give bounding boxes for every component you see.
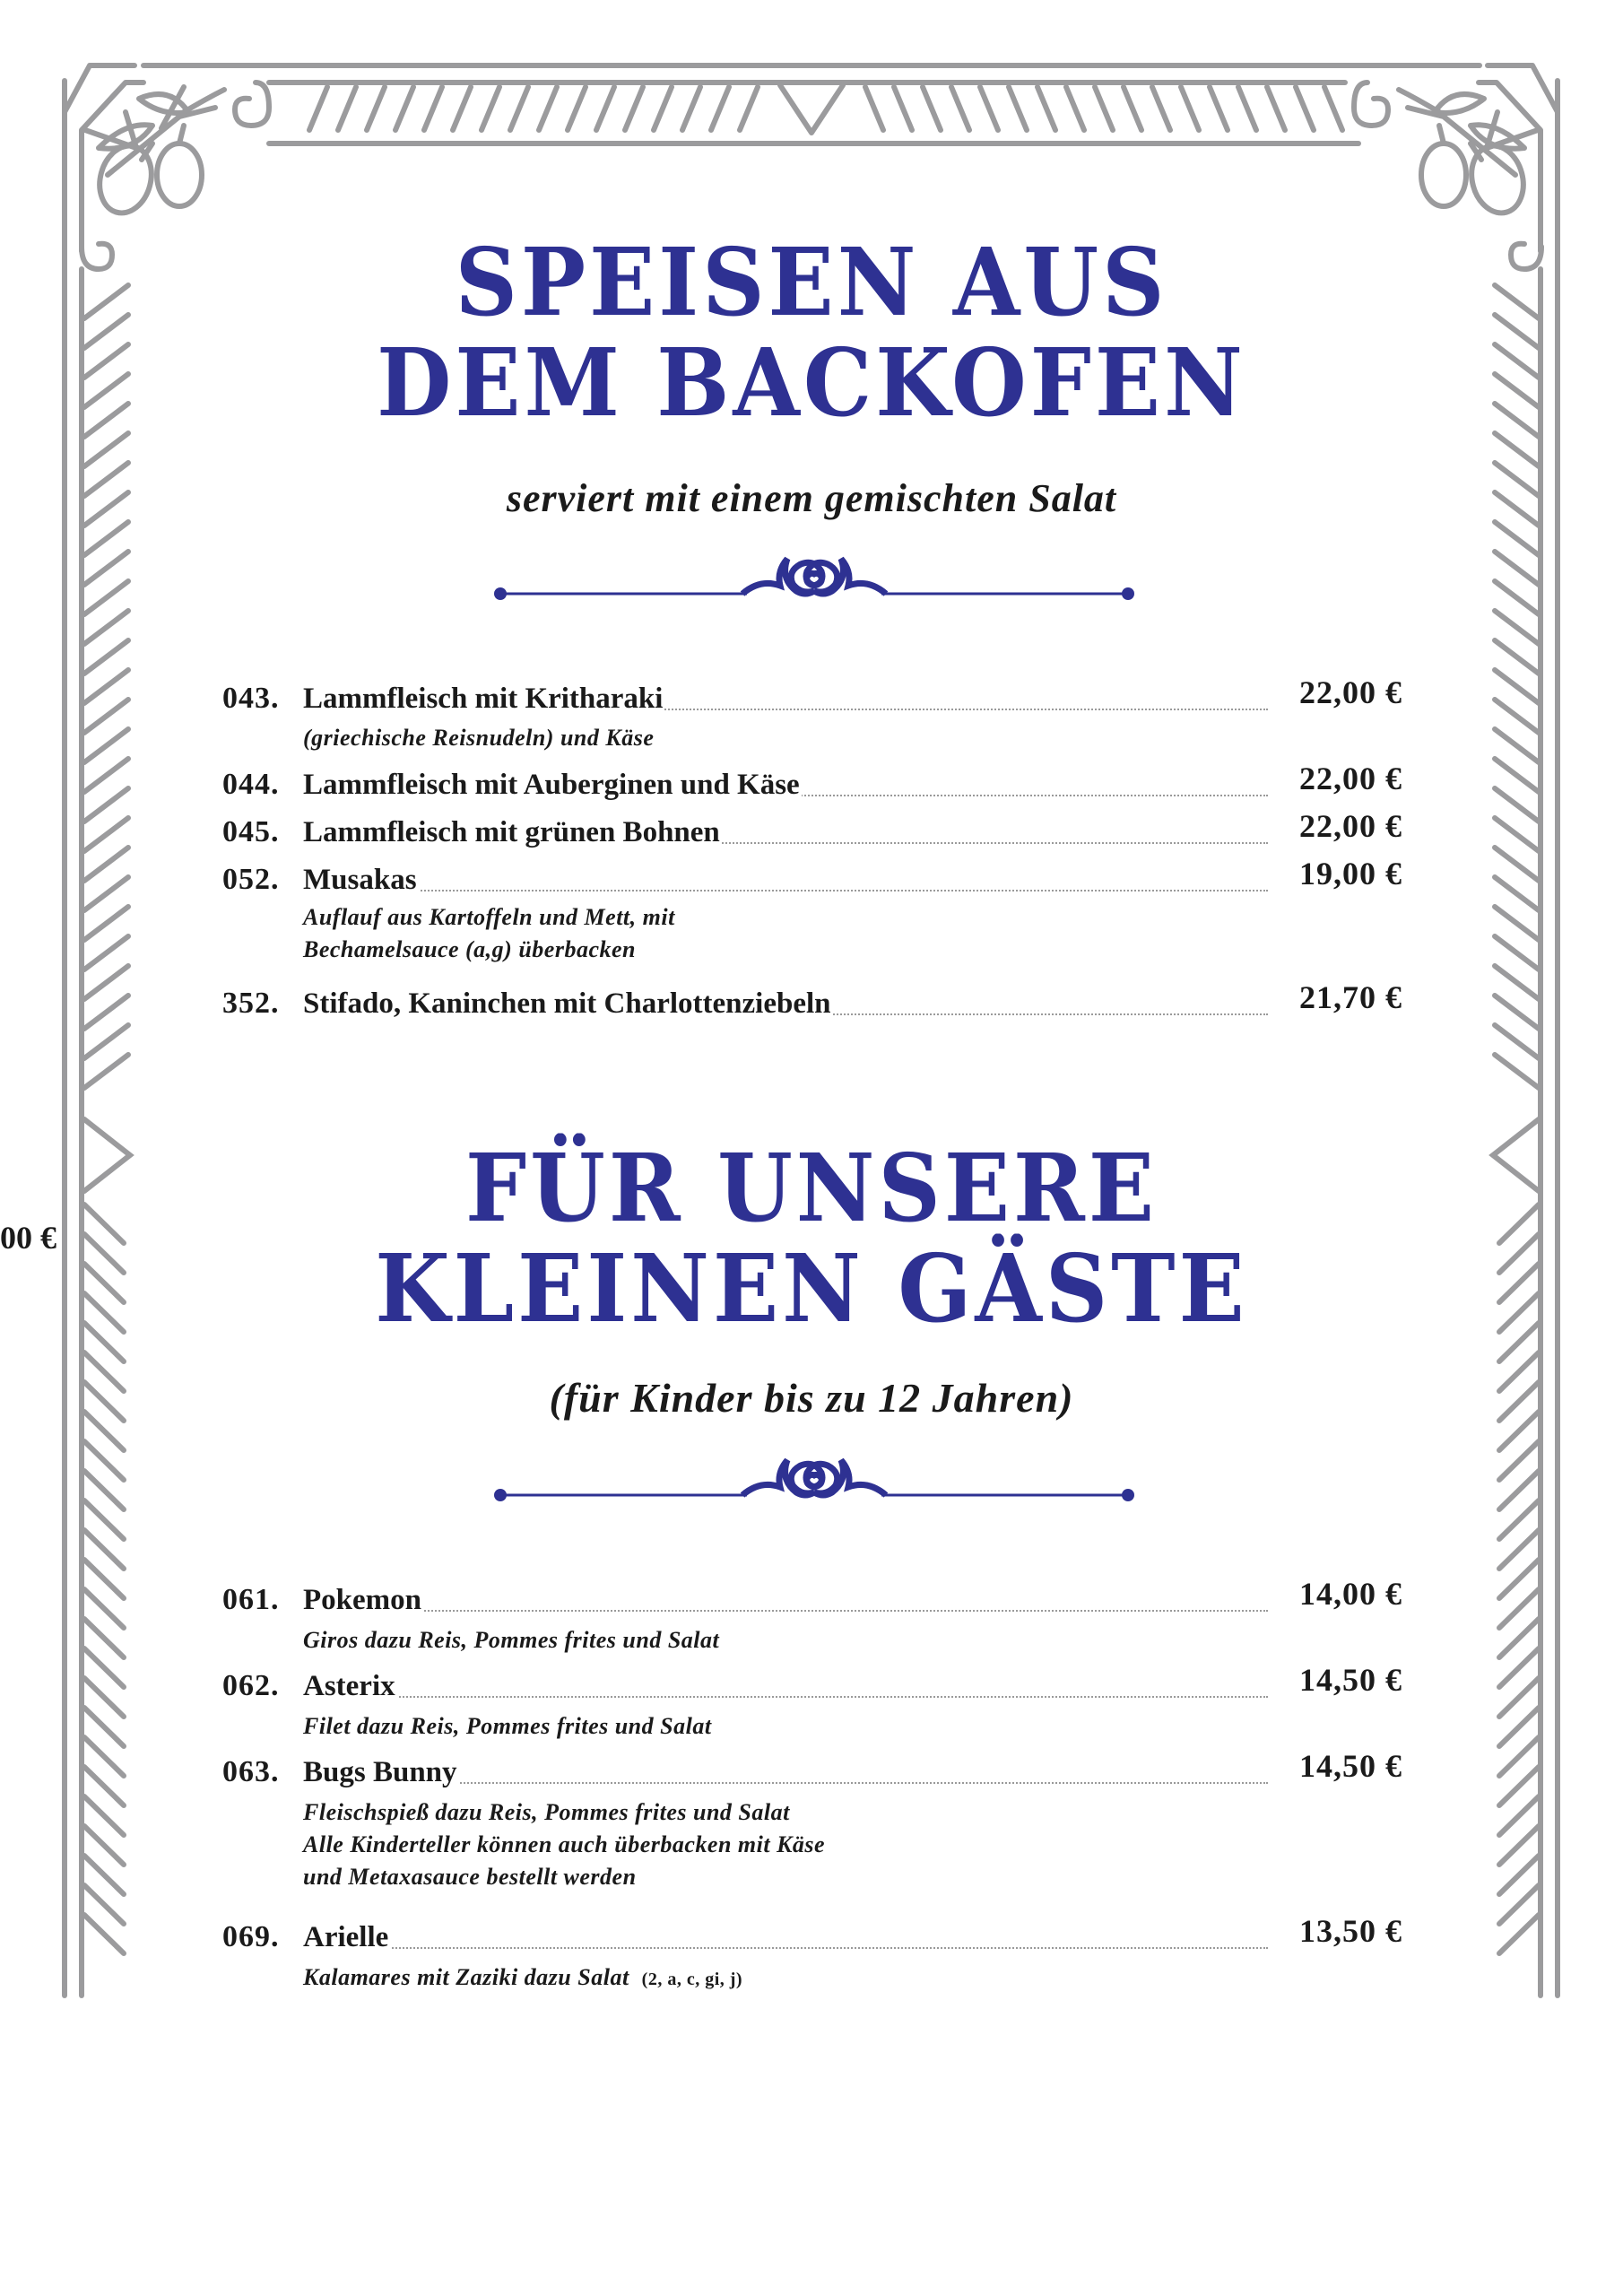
item-name: Lammfleisch mit grünen Bohnen — [303, 816, 720, 848]
item-number: 045. — [222, 815, 280, 848]
item-number: 352. — [222, 987, 280, 1020]
menu-item — [222, 1748, 1402, 1787]
item-number: 043. — [222, 682, 280, 715]
section-subtitle: (für Kinder bis zu 12 Jahren) — [549, 1375, 1074, 1421]
item-name: Musakas — [303, 864, 417, 896]
menu-item — [222, 674, 1402, 714]
menu-item — [222, 979, 1402, 1019]
scroll-divider-icon — [491, 1453, 1137, 1516]
item-number: 061. — [222, 1583, 280, 1616]
menu-item — [222, 761, 1402, 800]
top-band-hatch-right — [865, 87, 1342, 130]
section-title-line: SPEISEN AUS — [455, 227, 1168, 337]
item-price: 14,50 € — [1299, 1662, 1402, 1698]
item-description: Bechamelsauce (a,g) überbacken — [303, 936, 637, 962]
section-title-line: FÜR UNSERE — [465, 1133, 1158, 1243]
menu-item — [222, 1576, 1402, 1615]
item-description — [303, 1966, 742, 1989]
item-name: Lammfleisch mit Auberginen und Käse — [303, 769, 800, 801]
item-description: Fleischspieß dazu Reis, Pommes frites und Salat — [303, 1799, 790, 1825]
allergen-codes: (2, a, c, gi, j) — [641, 1970, 743, 1989]
menu-item — [222, 808, 1402, 848]
item-price: 14,00 € — [1299, 1576, 1402, 1612]
item-name: Pokemon — [303, 1584, 421, 1616]
item-number: 063. — [222, 1755, 280, 1788]
item-name: Stifado, Kaninchen mit Charlottenziebeln — [303, 987, 831, 1020]
item-number: 069. — [222, 1920, 280, 1953]
section-title-line: KLEINEN GÄSTE — [375, 1233, 1248, 1344]
scroll-divider-icon — [491, 552, 1137, 614]
item-name: Asterix — [303, 1670, 395, 1702]
dot-leader — [303, 890, 1268, 891]
item-price: 21,70 € — [1299, 979, 1402, 1015]
right-side-hatch — [1493, 285, 1539, 1953]
section-title-kinder — [0, 1133, 1623, 1347]
left-side-hatch — [84, 285, 130, 1953]
item-name: Arielle — [303, 1921, 389, 1953]
menu-item — [222, 856, 1402, 895]
dot-leader — [303, 1696, 1268, 1698]
item-description: Filet dazu Reis, Pommes frites und Salat — [303, 1713, 712, 1739]
item-price: 22,00 € — [1299, 761, 1402, 796]
item-description: Alle Kinderteller können auch überbacken mit Käse — [303, 1831, 826, 1857]
item-description: (griechische Reisnudeln) und Käse — [303, 725, 655, 751]
item-description: Giros dazu Reis, Pommes frites und Salat — [303, 1627, 720, 1653]
item-price: 13,50 € — [1299, 1913, 1402, 1949]
item-name: Bugs Bunny — [303, 1756, 457, 1788]
section-title-line: DEM BACKOFEN — [377, 327, 1246, 438]
item-price: 14,50 € — [1299, 1748, 1402, 1784]
item-price: 22,00 € — [1299, 674, 1402, 710]
item-number: 044. — [222, 768, 280, 801]
section-subtitle: serviert mit einem gemischten Salat — [506, 476, 1117, 520]
dot-leader — [303, 1610, 1268, 1612]
menu-item — [222, 1662, 1402, 1701]
item-price: 19,00 € — [1299, 856, 1402, 891]
item-description-text: Kalamares mit Zaziki dazu Salat — [303, 1964, 629, 1990]
item-name: Lammfleisch mit Kritharaki — [303, 683, 664, 715]
section-title-backofen — [0, 227, 1623, 441]
menu-item — [222, 1913, 1402, 1952]
item-number: 052. — [222, 863, 280, 896]
stray-price-fragment: 00 € — [0, 1220, 56, 1256]
item-description: und Metaxasauce bestellt werden — [303, 1864, 637, 1890]
item-price: 22,00 € — [1299, 808, 1402, 844]
dot-leader — [303, 1947, 1268, 1949]
top-band-hatch-left — [309, 87, 758, 130]
item-number: 062. — [222, 1669, 280, 1702]
item-description: Auflauf aus Kartoffeln und Mett, mit — [303, 904, 675, 930]
